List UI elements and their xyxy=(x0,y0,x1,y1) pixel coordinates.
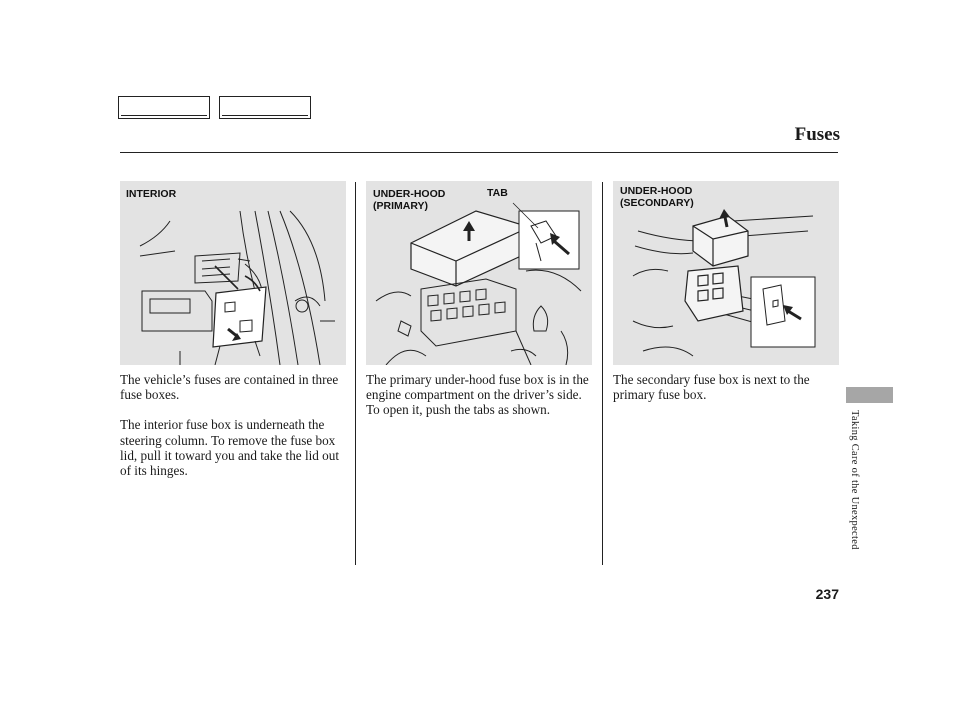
nav-next-button[interactable] xyxy=(219,96,311,119)
paragraph: The interior fuse box is underneath the steering column. To remove the fuse box lid, pull it toward you and take the lid out of its hinges. xyxy=(120,417,340,479)
section-title: Taking Care of the Unexpected xyxy=(849,410,860,550)
nav-back-button[interactable] xyxy=(118,96,210,119)
column-2-text xyxy=(366,372,592,433)
header-rule xyxy=(120,152,838,153)
tab-callout-label: TAB xyxy=(487,187,508,199)
figure-label: UNDER-HOOD (SECONDARY) xyxy=(620,185,694,209)
column-divider xyxy=(602,182,603,565)
column-divider xyxy=(355,182,356,565)
secondary-fuse-box-figure xyxy=(613,181,839,365)
paragraph: The secondary fuse box is next to the primary fuse box. xyxy=(613,372,810,403)
column-1-text xyxy=(120,372,346,493)
column-3-text xyxy=(613,372,839,417)
paragraph: The primary under-hood fuse box is in the engine compartment on the driver’s side. To open it, push the tabs as shown. xyxy=(366,372,589,418)
interior-fuse-box-illustration xyxy=(120,181,346,365)
figure-label: INTERIOR xyxy=(126,188,177,200)
page-title: Fuses xyxy=(794,124,840,145)
primary-fuse-box-figure xyxy=(366,181,592,365)
page-number: 237 xyxy=(815,586,839,602)
figure-label: UNDER-HOOD (PRIMARY) xyxy=(373,188,446,212)
section-title-vertical xyxy=(846,410,866,580)
paragraph: The vehicle’s fuses are contained in three fuse boxes. xyxy=(120,372,339,403)
section-tab xyxy=(846,387,893,403)
interior-fuse-box-figure xyxy=(120,181,346,365)
